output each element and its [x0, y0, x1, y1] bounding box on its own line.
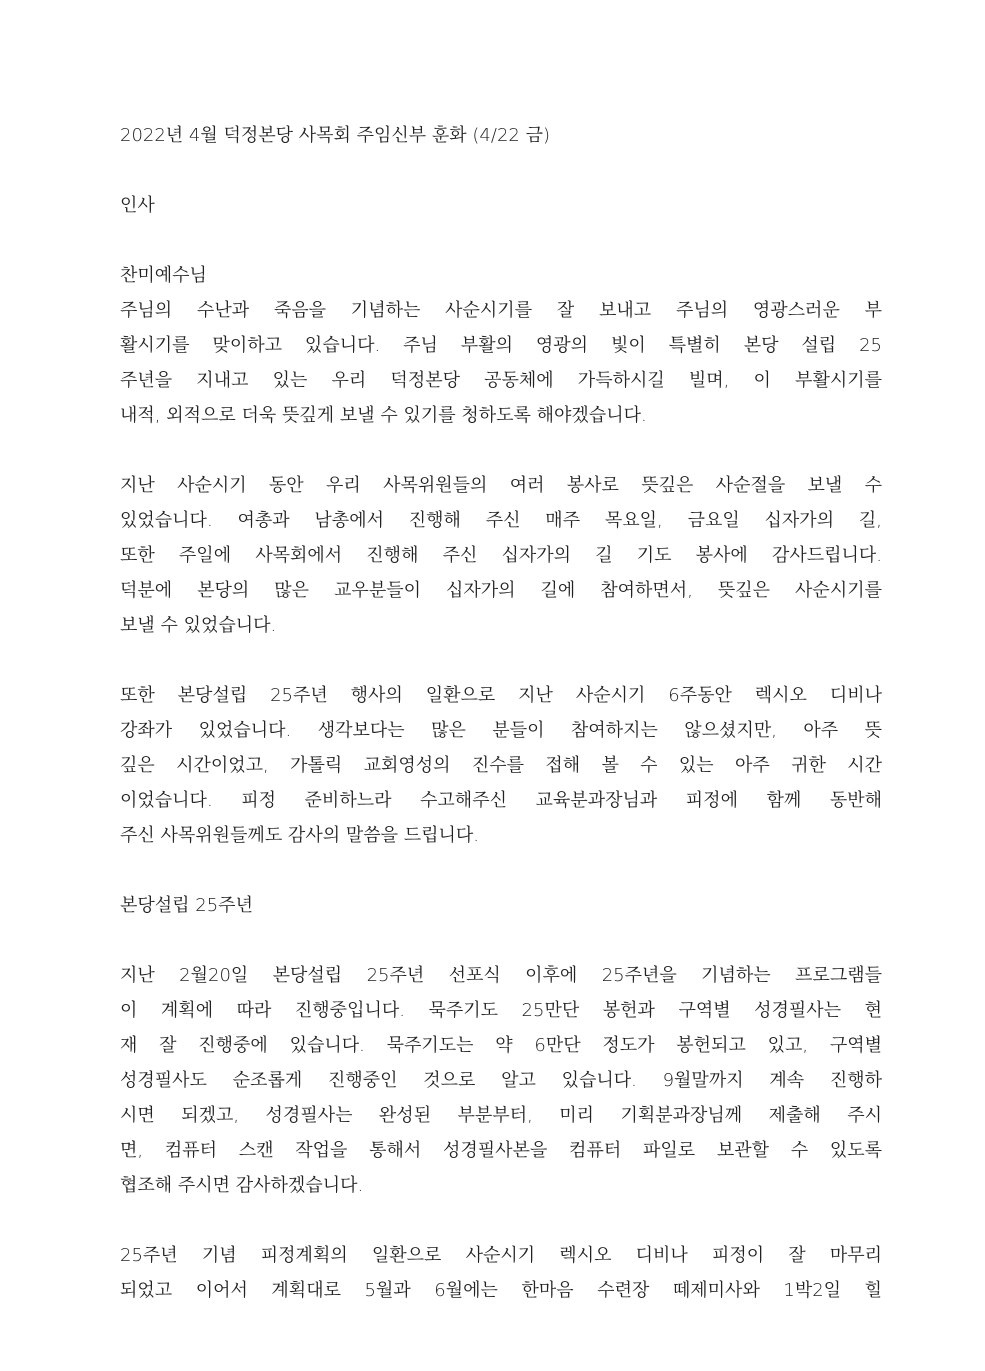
section-heading: 본당설립 25주년	[120, 895, 253, 916]
paragraph-5	[120, 1238, 882, 1308]
document-title: 2022년 4월 덕정본당 사목회 주임신부 훈화 (4/22 금)	[120, 125, 550, 146]
paragraph-line: 되었고 이어서 계획대로 5월과 6월에는 한마음 수련장 떼제미사와 1박2일 힐	[120, 1280, 882, 1301]
paragraph-line: 성경필사도 순조롭게 진행중인 것으로 알고 있습니다. 9월말까지 계속 진행하	[120, 1070, 882, 1091]
paragraph-line: 시면 되겠고, 성경필사는 완성된 부분부터, 미리 기획분과장님께 제출해 주시	[120, 1105, 882, 1126]
paragraph-line: 주신 사목위원들께도 감사의 말씀을 드립니다.	[120, 825, 479, 846]
spacer	[120, 153, 882, 188]
paragraph-line: 또한 본당설립 25주년 행사의 일환으로 지난 사순시기 6주동안 렉시오 디비나	[120, 685, 882, 706]
paragraph-4	[120, 958, 882, 1203]
paragraph-line: 강좌가 있었습니다. 생각보다는 많은 분들이 참여하지는 않으셨지만, 아주 뜻	[120, 720, 882, 741]
spacer	[120, 1203, 882, 1238]
paragraph-2	[120, 468, 882, 643]
paragraph-1	[120, 293, 882, 433]
paragraph-line: 재 잘 진행중에 있습니다. 묵주기도는 약 6만단 정도가 봉헌되고 있고, 구역별	[120, 1035, 882, 1056]
paragraph-line: 주님의 수난과 죽음을 기념하는 사순시기를 잘 보내고 주님의 영광스러운 부	[120, 300, 882, 321]
spacer	[120, 923, 882, 958]
paragraph-line: 활시기를 맞이하고 있습니다. 주님 부활의 영광의 빛이 특별히 본당 설립 25	[120, 335, 882, 356]
spacer	[120, 643, 882, 678]
paragraph-line: 보낼 수 있었습니다.	[120, 615, 277, 636]
spacer	[120, 853, 882, 888]
paragraph-line: 이었습니다. 피정 준비하느라 수고해주신 교육분과장님과 피정에 함께 동반해	[120, 790, 882, 811]
praise-line: 찬미예수님	[120, 265, 207, 286]
paragraph-3	[120, 678, 882, 853]
greeting-heading: 인사	[120, 195, 155, 216]
paragraph-line: 주년을 지내고 있는 우리 덕정본당 공동체에 가득하시길 빌며, 이 부활시기를	[120, 370, 882, 391]
spacer	[120, 433, 882, 468]
paragraph-line: 지난 2월20일 본당설립 25주년 선포식 이후에 25주년을 기념하는 프로그램들	[120, 965, 882, 986]
paragraph-line: 깊은 시간이었고, 가톨릭 교회영성의 진수를 접해 볼 수 있는 아주 귀한 시간	[120, 755, 882, 776]
paragraph-line: 이 계획에 따라 진행중입니다. 묵주기도 25만단 봉헌과 구역별 성경필사는 현	[120, 1000, 882, 1021]
paragraph-line: 25주년 기념 피정계획의 일환으로 사순시기 렉시오 디비나 피정이 잘 마무리	[120, 1245, 882, 1266]
document-page	[120, 118, 882, 1308]
paragraph-line: 있었습니다. 여총과 남총에서 진행해 주신 매주 목요일, 금요일 십자가의 길,	[120, 510, 882, 531]
paragraph-line: 덕분에 본당의 많은 교우분들이 십자가의 길에 참여하면서, 뜻깊은 사순시기를	[120, 580, 882, 601]
paragraph-line: 또한 주일에 사목회에서 진행해 주신 십자가의 길 기도 봉사에 감사드립니다.	[120, 545, 882, 566]
paragraph-line: 지난 사순시기 동안 우리 사목위원들의 여러 봉사로 뜻깊은 사순절을 보낼 수	[120, 475, 882, 496]
spacer	[120, 223, 882, 258]
paragraph-line: 면, 컴퓨터 스캔 작업을 통해서 성경필사본을 컴퓨터 파일로 보관할 수 있도록	[120, 1140, 882, 1161]
paragraph-line: 내적, 외적으로 더욱 뜻깊게 보낼 수 있기를 청하도록 해야겠습니다.	[120, 405, 647, 426]
paragraph-line: 협조해 주시면 감사하겠습니다.	[120, 1175, 364, 1196]
